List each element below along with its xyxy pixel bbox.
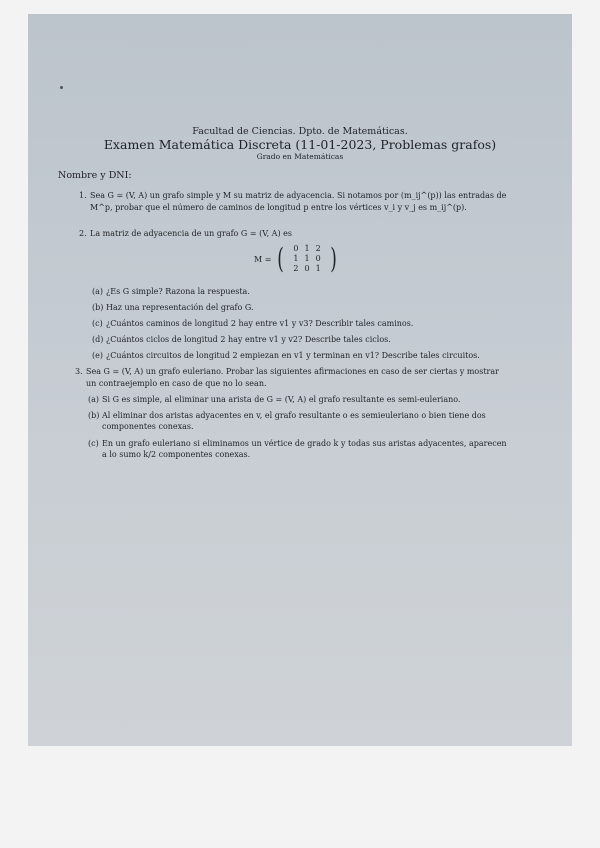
item-continuation: componentes conexas. — [102, 422, 194, 431]
left-paren: ( — [277, 242, 285, 275]
problem-line: M^p, probar que el número de caminos de longitud p entre los vértices v_i y v_j es m_ij^(p). — [90, 202, 467, 212]
right-paren: ) — [329, 242, 337, 275]
problem-3-item-a — [88, 394, 562, 405]
problem-number: 3. — [75, 367, 83, 376]
item-label: (a) — [92, 287, 104, 296]
matrix-cell: 0 — [304, 264, 310, 273]
problem-2-item-a — [92, 286, 250, 297]
problem-2-item-c — [92, 318, 413, 329]
item-text: En un grafo euleriano si eliminamos un vértice de grado k y todas sus aristas adyacentes, aparecen — [102, 439, 507, 448]
problem-2-item-e — [92, 350, 480, 361]
problem-1 — [79, 190, 560, 213]
matrix-cell: 1 — [304, 244, 310, 253]
matrix-cell: 2 — [315, 244, 321, 253]
item-text: ¿Cuántos caminos de longitud 2 hay entre v1 y v3? Describir tales caminos. — [106, 319, 414, 328]
item-text: Si G es simple, al eliminar una arista de G = (V, A) el grafo resultante es semi-euleriano. — [102, 395, 461, 404]
matrix-cell: 1 — [293, 254, 299, 263]
item-label: (a) — [88, 395, 100, 404]
exam-sheet — [28, 14, 572, 746]
exam-header — [28, 126, 572, 162]
problem-3-item-c — [88, 438, 562, 460]
item-label: (c) — [92, 319, 103, 328]
problem-line: Sea G = (V, A) un grafo simple y M su matriz de adyacencia. Si notamos por (m_ij^(p)) las entradas de — [90, 191, 507, 200]
problem-3-item-b — [88, 410, 562, 432]
problem-line: Sea G = (V, A) un grafo euleriano. Probar las siguientes afirmaciones en caso de ser ciertas y mostrar — [86, 367, 499, 376]
institution: Facultad de Ciencias. Dpto. de Matemáticas. — [192, 126, 408, 137]
problem-3 — [75, 366, 562, 389]
matrix-label: M = — [254, 254, 272, 264]
problem-2-item-d — [92, 334, 391, 345]
item-label: (d) — [92, 335, 104, 344]
problem-intro: La matriz de adyacencia de un grafo G = (V, A) es — [90, 229, 292, 238]
item-text: Haz una representación del grafo G. — [106, 303, 254, 312]
problem-2-item-b — [92, 302, 254, 313]
problem-number: 2. — [79, 229, 87, 238]
matrix-cell: 1 — [304, 254, 310, 263]
matrix-cell: 0 — [315, 254, 321, 263]
item-label: (b) — [92, 303, 104, 312]
matrix-cell: 1 — [315, 264, 321, 273]
item-text: ¿Es G simple? Razona la respuesta. — [106, 287, 250, 296]
matrix-cell: 0 — [293, 244, 299, 253]
item-label: (e) — [92, 351, 103, 360]
item-text: Al eliminar dos aristas adyacentes en v, el grafo resultante o es semieuleriano o bien tiene dos — [102, 411, 486, 420]
item-label: (b) — [88, 411, 100, 420]
problem-2 — [79, 228, 560, 240]
problem-number: 1. — [79, 191, 87, 200]
name-id-label: Nombre y DNI: — [58, 170, 132, 181]
problem-line: un contraejemplo en caso de que no lo sean. — [86, 378, 267, 388]
paper-speck — [60, 86, 63, 89]
item-label: (c) — [88, 439, 99, 448]
item-continuation: a lo sumo k/2 componentes conexas. — [102, 450, 251, 459]
degree: Grado en Matemáticas — [256, 152, 344, 161]
matrix-grid — [290, 244, 323, 274]
adjacency-matrix — [254, 244, 339, 274]
exam-title: Examen Matemática Discreta (11-01-2023, Problemas grafos) — [103, 137, 497, 152]
item-text: ¿Cuántos circuitos de longitud 2 empiezan en v1 y terminan en v1? Describe tales circuitos. — [106, 351, 480, 360]
matrix-cell: 2 — [293, 264, 299, 273]
item-text: ¿Cuántos ciclos de longitud 2 hay entre v1 y v2? Describe tales ciclos. — [106, 335, 391, 344]
